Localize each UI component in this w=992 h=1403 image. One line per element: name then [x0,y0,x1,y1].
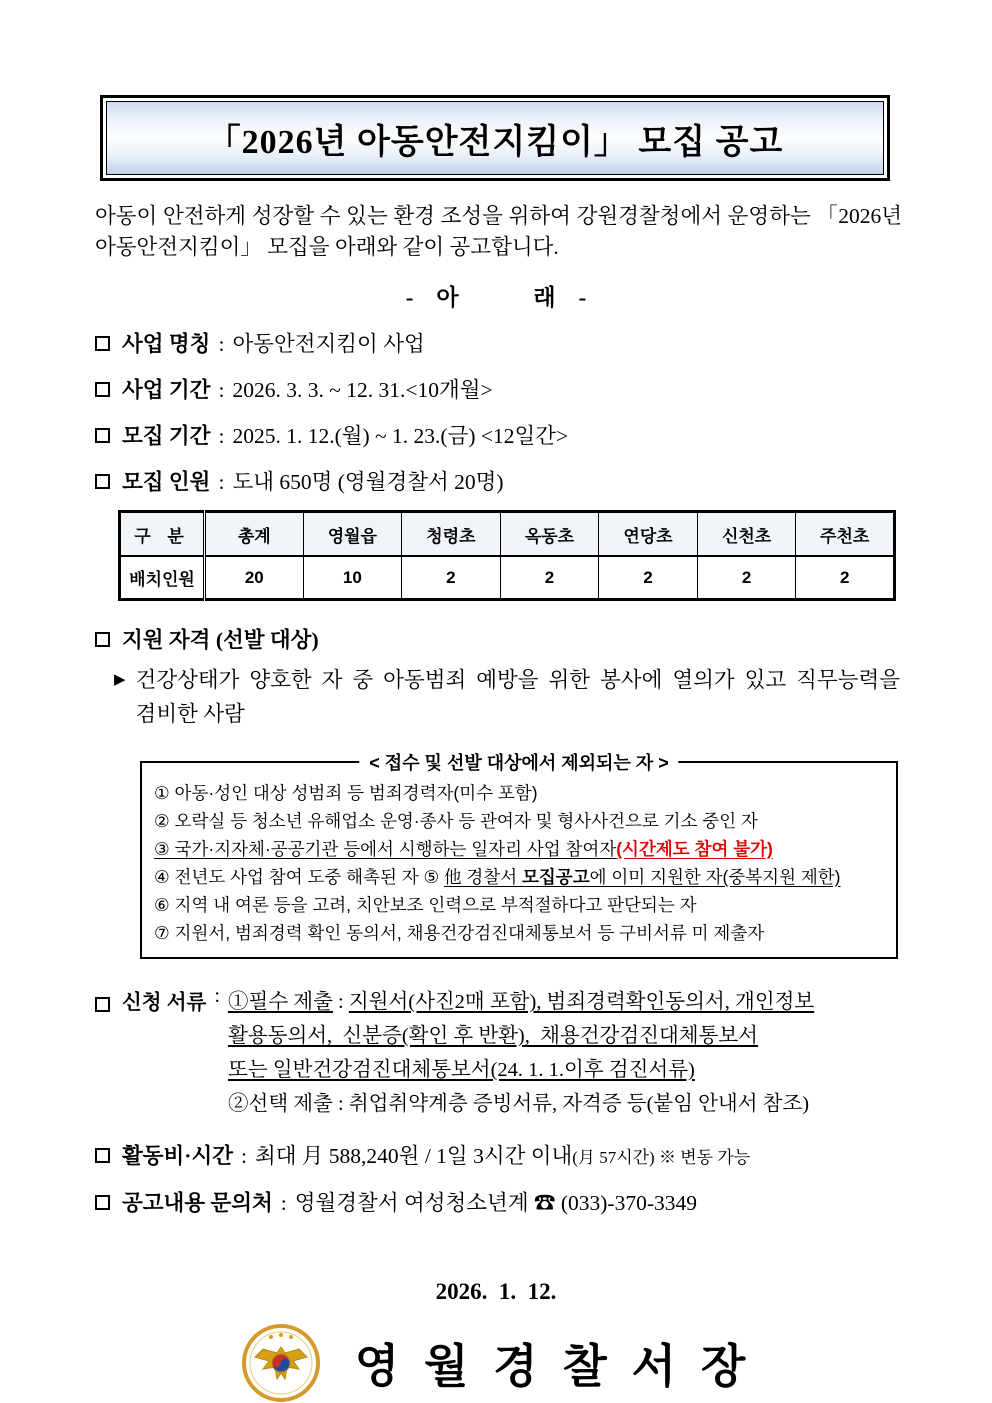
item-contact [95,1186,992,1217]
item-label: 사업 명칭 [122,332,211,357]
item-allowance [95,1139,992,1170]
table-cell: 20 [205,556,304,600]
table-header-cell: 주천초 [796,512,895,556]
table-header-cell: 총계 [205,512,304,556]
table-header-cell: 구 분 [120,512,205,556]
exclusion-item [154,835,886,863]
item-label: 모집 인원 [122,470,211,495]
checkbox-icon [95,382,110,397]
item-value-small: (月 57시간) [572,1147,655,1167]
exclusion-item-text: ③ 국가·지자체·공공기관 등에서 시행하는 일자리 사업 참여자 [154,838,617,859]
table-cell: 2 [500,556,599,600]
documents-text: : [332,990,349,1013]
exclusion-item-text: ④ 전년도 사업 참여 도중 해촉된 자 ⑤ [154,866,445,887]
item-value: 2025. 1. 12.(월) ~ 1. 23.(금) <12일간> [232,424,569,449]
documents-line: ②선택 제출 : 취업취약계층 증빙서류, 자격증 등(붙임 안내서 참조) [228,1092,810,1115]
item-label: 사업 기간 [122,378,211,403]
item-label: 신청 서류 [122,991,207,1014]
exclusion-box [140,752,898,959]
item-qualification [95,623,992,654]
item-label: 활동비·시간 [122,1143,234,1168]
item-project-period [95,373,992,404]
exclusion-item-text: 에 이미 지원한 자(중복지원 제한) [589,866,841,887]
table-header-cell: 신천초 [697,512,796,556]
item-label: 공고내용 문의처 [122,1190,273,1215]
table-header-cell: 옥동초 [500,512,599,556]
documents-text: ①필수 제출 [228,990,333,1013]
colon-separator: : [218,424,225,449]
qualification-bullet [114,664,900,731]
checkbox-icon [95,632,110,647]
checkbox-icon [95,997,110,1012]
colon-separator: : [218,378,225,403]
item-headcount [95,465,992,496]
signature-title: 영 월 경 찰 서 장 [354,1339,752,1392]
checkbox-icon [95,336,110,351]
table-row [120,556,895,600]
exclusion-item: ⑥ 지역 내 여론 등을 고려, 치안보조 인력으로 부적절하다고 판단되는 자 [154,894,697,915]
table-header-cell: 연당초 [599,512,698,556]
checkbox-icon [95,474,110,489]
table-cell: 2 [796,556,895,600]
documents-line [228,985,814,1019]
exclusion-item: ⑦ 지원서, 범죄경력 확인 동의서, 채용건강검진대체통보서 등 구비서류 미 제출자 [154,922,765,943]
title-inner [106,101,884,175]
exclusion-item: ① 아동·성인 대상 성범죄 등 범죄경력자(미수 포함) [154,782,538,803]
checkbox-icon [95,428,110,443]
item-recruit-period [95,419,992,450]
table-header-row [120,512,895,556]
table-cell: 10 [303,556,402,600]
table-cell: 2 [697,556,796,600]
intro-paragraph: 아동이 안전하게 성장할 수 있는 환경 조성을 위하여 강원경찰청에서 운영하는 「2026년 아동안전지킴이」 모집을 아래와 같이 공고합니다. [95,204,902,260]
exclusion-item [154,863,886,891]
item-value: 최대 月 588,240원 / 1일 3시간 이내 [255,1143,573,1168]
item-label: 지원 자격 (선발 대상) [122,628,319,653]
checkbox-icon [95,1148,110,1163]
item-value: 도내 650명 (영월경찰서 20명) [232,470,504,495]
page-title: 「2026년 아동안전지킴이」 모집 공고 [206,123,784,161]
police-emblem-icon [241,1323,321,1403]
exclusion-item-red-note: (시간제도 참여 불가) [616,838,773,859]
item-label: 모집 기간 [122,424,211,449]
exclusion-item-text: 모집공고 [522,866,590,887]
documents-line: 또는 일반건강검진대체통보서(24. 1. 1.이후 검진서류) [228,1058,695,1081]
table-cell: 2 [599,556,698,600]
documents-content [228,985,814,1121]
checkbox-icon [95,1195,110,1210]
item-documents [95,985,992,1121]
item-note: ※ 변동 가능 [654,1147,751,1167]
table-row-label: 배치인원 [120,556,205,600]
exclusion-item: ② 오락실 등 청소년 유해업소 운영·종사 등 관여자 및 형사사건으로 기소 중인 자 [154,810,758,831]
item-value: 아동안전지킴이 사업 [232,332,425,357]
item-project-name [95,327,992,358]
item-value: 영월경찰서 여성청소년계 ☎ (033)-370-3349 [294,1190,697,1215]
below-divider: - 아 래 - [405,285,587,311]
title-box [100,95,890,181]
colon-separator: : [214,984,221,1007]
deployment-table [118,510,896,601]
colon-separator: : [218,470,225,495]
colon-separator: : [280,1190,287,1215]
colon-separator: : [218,332,225,357]
table-header-cell: 영월읍 [303,512,402,556]
announcement-date: 2026. 1. 12. [435,1278,557,1304]
item-value: 2026. 3. 3. ~ 12. 31.<10개월> [232,378,493,403]
exclusion-box-title: < 접수 및 선발 대상에서 제외되는 자 > [359,749,678,775]
signature-row [0,1323,992,1403]
triangle-bullet-icon: ▶ [114,672,126,689]
qualification-text: 건강상태가 양호한 자 중 아동범죄 예방을 위한 봉사에 열의가 있고 직무능력을 겸비한 사람 [135,668,900,726]
documents-line: 활용동의서, 신분증(확인 후 반환), 채용건강검진대체통보서 [228,1024,758,1047]
table-cell: 2 [402,556,501,600]
exclusion-item-text: 他 경찰서 [444,866,522,887]
documents-text: 지원서(사진2매 포함), 범죄경력확인동의서, 개인정보 [348,990,815,1013]
table-header-cell: 청령초 [402,512,501,556]
colon-separator: : [241,1143,248,1168]
